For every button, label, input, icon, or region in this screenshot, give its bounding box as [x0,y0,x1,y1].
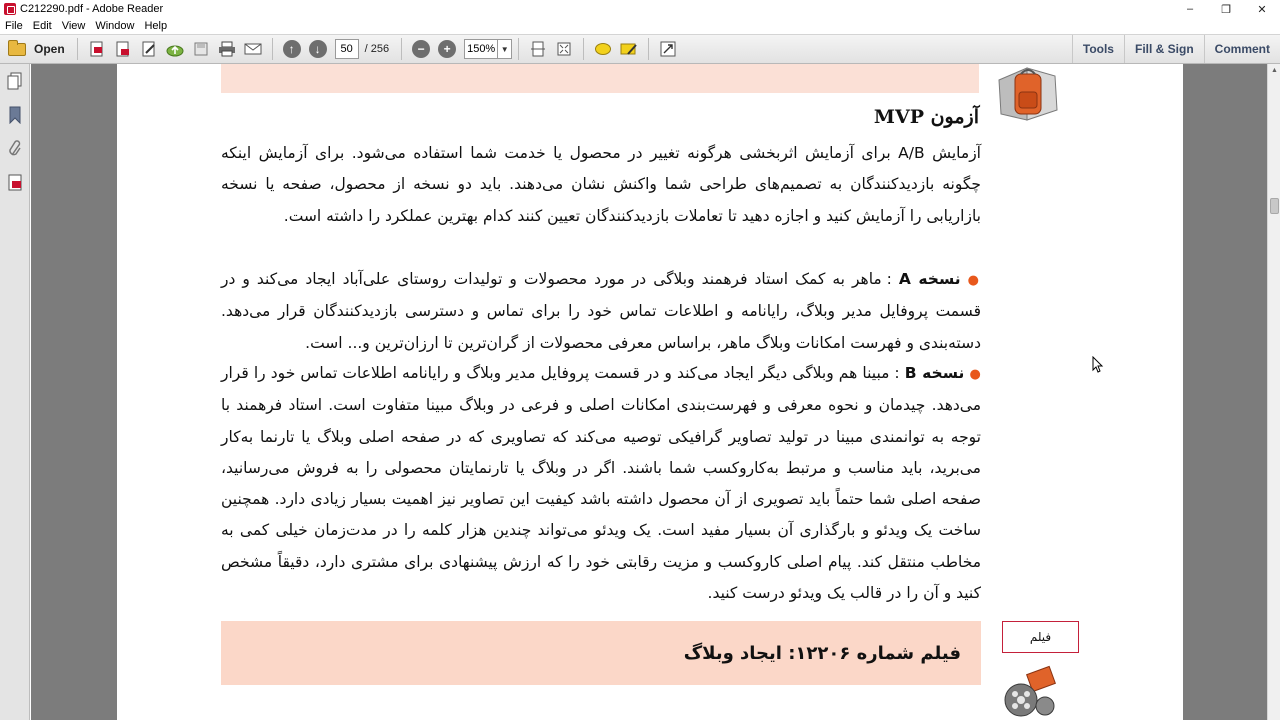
film-reel-icon [999,664,1061,720]
page-total-count: 256 [370,43,390,55]
section-heading: آزمون MVP [873,106,979,128]
folder-icon [8,43,26,56]
page-thumbnails-button[interactable] [6,72,24,90]
shaded-box-top [221,64,979,93]
maximize-button[interactable]: ❐ [1221,3,1231,16]
title-bar [0,0,1280,18]
fit-page-icon [556,41,572,57]
next-page-button[interactable] [307,38,329,60]
scrollbar-thumb[interactable] [1270,198,1279,214]
minus-icon: − [412,40,430,58]
toolbar-divider [648,38,649,60]
menu-edit[interactable]: Edit [32,20,52,32]
previous-page-button[interactable] [281,38,303,60]
minimize-button[interactable]: – [1186,3,1194,15]
toolbar-divider [583,38,584,60]
toolbar-divider [401,38,402,60]
signature-icon [7,174,23,192]
document-viewport[interactable] [31,64,1267,720]
toolbar-divider [518,38,519,60]
page-separator: / [364,43,368,55]
scroll-page-icon [530,41,546,57]
scrolling-mode-button[interactable] [527,38,549,60]
page-number-input[interactable]: 50 [335,39,359,59]
adobe-reader-icon [4,3,16,15]
fill-and-sign-panel-button[interactable]: Fill & Sign [1124,35,1204,63]
zoom-out-button[interactable] [410,38,432,60]
zoom-value: 150% [467,43,496,55]
version-a-text: : ماهر به کمک استاد فرهمند وبلاگی در مورد محصولات و تولیدات روستای علی‌آباد ایجاد می‌کند و در قسمت پروفایل مدیر وبلاگ، رایانامه و اطلاعات تماس خود را برای تماس و دسترسی بازدیدکنندگان قرار می‌دهد. دسته‌بندی و فهرست امکانات وبلاگ ماهر، براساس معرفی محصولات از گران‌ترین تا ارزان‌ترین و... است. [221,270,981,352]
menu-file[interactable]: File [5,20,23,32]
bookmark-icon [8,106,22,124]
right-panel-links [1072,35,1280,63]
expand-icon [660,41,676,57]
mouse-cursor-icon [1092,356,1104,374]
main-toolbar [0,34,1280,64]
paperclip-icon [8,140,22,158]
full-screen-button[interactable] [657,38,679,60]
plus-icon: + [438,40,456,58]
export-pdf-button[interactable] [112,38,134,60]
cloud-upload-icon [166,41,184,57]
film-callout-box [221,621,981,685]
fit-page-button[interactable] [553,38,575,60]
backpack-icon [997,64,1067,124]
page-thumbnails-icon [7,72,23,90]
film-label: فیلم [1002,621,1079,653]
attachments-button[interactable] [6,140,24,158]
film-title: فیلم شماره ۱۲۲۰۶: ایجاد وبلاگ [683,642,961,664]
menu-view[interactable]: View [61,20,86,32]
toolbar-divider [272,38,273,60]
scroll-up-icon[interactable]: ▲ [1271,67,1278,74]
menu-bar [0,18,1280,34]
chevron-down-icon[interactable]: ▼ [497,40,511,58]
email-icon [244,42,262,56]
version-b-paragraph [221,358,981,609]
edit-icon [141,41,157,57]
comment-icon [595,43,611,55]
highlight-text-button[interactable] [618,38,640,60]
bullet-icon: ● [967,273,981,288]
version-b-label: نسخه B [904,364,965,382]
export-pdf-icon [115,41,131,57]
open-button[interactable] [6,38,71,60]
signatures-button[interactable] [6,174,24,192]
highlight-pen-icon [620,41,638,57]
toolbar-divider [77,38,78,60]
save-icon [193,41,209,57]
navigation-pane [0,64,30,720]
save-button[interactable] [190,38,212,60]
version-b-text: : مبینا هم وبلاگی دیگر ایجاد می‌کند و در قسمت پروفایل مدیر وبلاگ و رایانامه اطلاعات تماس خود را قرار می‌دهد. چیدمان و نحوه معرفی و فهرست‌بندی امکانات اصلی و فرعی در وبلاگ مبینا متفاوت است. استاد فرهمند با توجه به توانمندی مبینا در تولید تصاویر گرافیکی توصیه می‌کند که تصاویری که در صفحه اصلی وبلاگ یا تارنما به‌کار می‌برید، باید مناسب و مرتبط به‌کاروکسب شما باشند. اگر در وبلاگ یا تارنمایتان محصولی را به فروش می‌رسانید، صفحه اصلی شما حتماً باید تصویری از آن محصول داشته باشد کیفیت این تصاویر نیز اهمیت بسیار زیادی دارد. همچنین ساخت یک ویدئو و بارگذاری آن بسیار مفید است. یک ویدئو می‌تواند چندین هزار کلمه را در مدت‌زمان خیلی کمی به مخاطب منتقل کند. پیام اصلی کاروکسب و مزیت رقابتی خود را که ارزش پیشنهادی برای مشتری دارد، دقیقاً مشخص کنید و آن را در قالب یک ویدئو درست کنید. [221,364,981,603]
print-button[interactable] [216,38,238,60]
sticky-note-button[interactable] [592,38,614,60]
window-controls [1172,0,1280,18]
zoom-in-button[interactable] [436,38,458,60]
create-pdf-button[interactable] [86,38,108,60]
zoom-select[interactable] [464,39,512,59]
email-button[interactable] [242,38,264,60]
tools-panel-button[interactable]: Tools [1072,35,1124,63]
print-icon [218,41,236,57]
open-label: Open [34,42,65,56]
upload-button[interactable] [164,38,186,60]
create-pdf-icon [89,41,105,57]
arrow-up-icon: ↑ [283,40,301,58]
bookmarks-button[interactable] [6,106,24,124]
window-title: C212290.pdf - Adobe Reader [20,3,164,15]
arrow-down-icon: ↓ [309,40,327,58]
menu-help[interactable]: Help [144,20,168,32]
edit-pdf-button[interactable] [138,38,160,60]
bullet-icon: ● [969,367,981,382]
menu-window[interactable]: Window [95,20,135,32]
intro-paragraph: آزمایش A/B برای آزمایش اثربخشی هرگونه تغییر در محصول یا خدمت شما استفاده می‌شود. برای آزمایش اینکه چگونه بازدیدکنندگان به تصمیم‌های طراحی شما واکنش نشان می‌دهند. باید دو نسخه از محصول، صفحه یا نسخه بازاریابی را آزمایش کنید و اجازه دهید تا تعاملات بازدیدکنندگان تعیین کنند کدام بهترین عملکرد را داشته است. [221,144,981,225]
page-total [365,43,389,55]
vertical-scrollbar[interactable] [1267,64,1280,720]
version-a-label: نسخه A [898,270,961,288]
close-button[interactable]: ✕ [1257,3,1267,16]
comment-panel-button[interactable]: Comment [1204,35,1280,63]
pdf-page [117,64,1183,720]
version-a-paragraph [221,264,981,359]
